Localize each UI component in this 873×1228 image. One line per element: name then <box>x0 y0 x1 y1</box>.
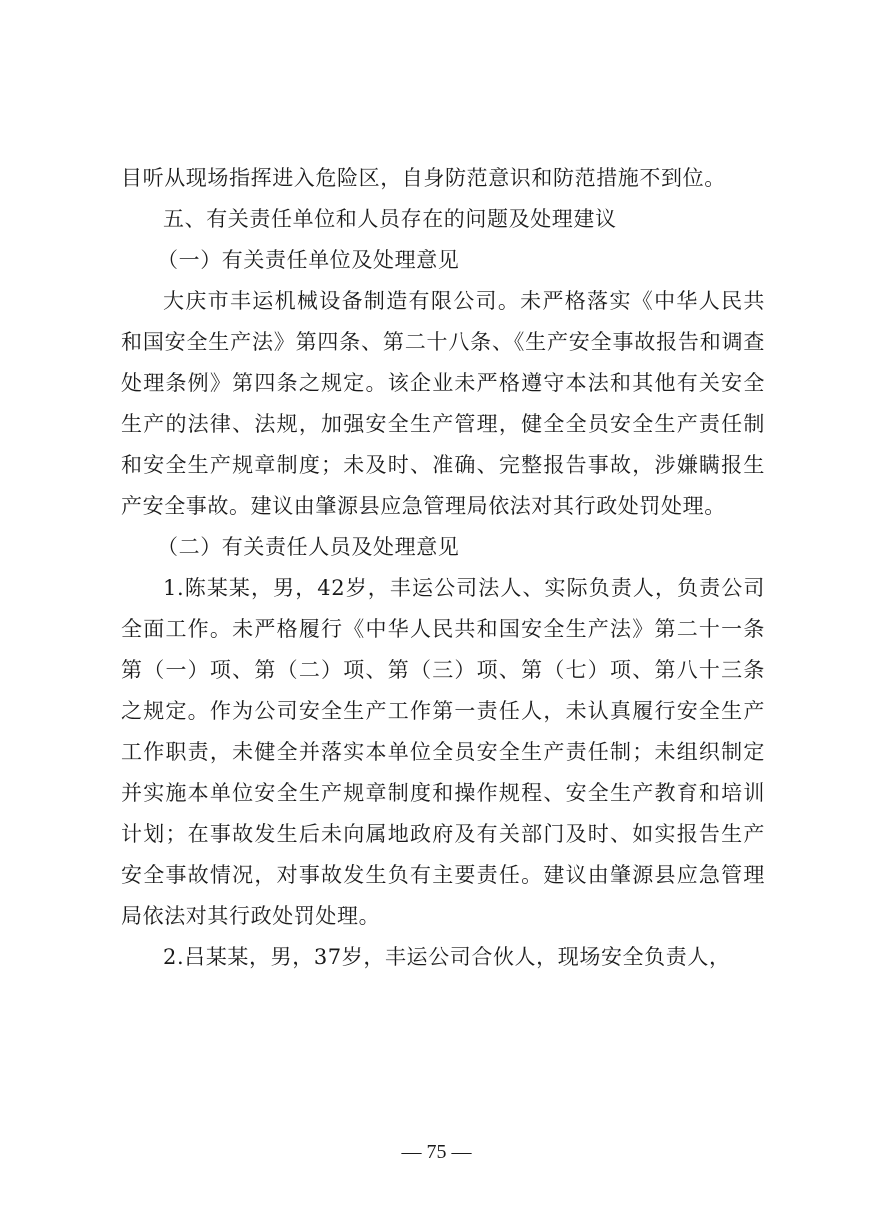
section-heading: 五、有关责任单位和人员存在的问题及处理建议 <box>163 207 617 231</box>
continued-paragraph: 目听从现场指挥进入危险区，自身防范意识和防范措施不到位。 <box>121 166 726 190</box>
paragraph-person-1: 1.陈某某，男，42岁，丰运公司法人、实际负责人，负责公司全面工作。未严格履行《中华人民共和国安全生产法》第二十一条第（一）项、第（二）项、第（三）项、第（七）项、第八十三条之规定。作为公司安全生产工作第一责任人，未认真履行安全生产工作职责，未健全并落实本单位全员安全生产责任制；未组织制定并实施本单位安全生产规章制度和操作规程、安全生产教育和培训计划；在事故发生后未向属地政府及有关部门及时、如实报告生产安全事故情况，对事故发生负有主要责任。建议由肇源县应急管理局依法对其行政处罚处理。 <box>121 576 765 928</box>
subsection-heading-units: （一）有关责任单位及处理意见 <box>157 248 460 272</box>
page-number: — 75 — <box>401 1141 472 1163</box>
paragraph-company: 大庆市丰运机械设备制造有限公司。未严格落实《中华人民共和国安全生产法》第四条、第二十八条、《生产安全事故报告和调查处理条例》第四条之规定。该企业未严格遵守本法和其他有关安全生产的法律、法规，加强安全生产管理，健全全员安全生产责任制和安全生产规章制度；未及时、准确、完整报告事故，涉嫌瞒报生产安全事故。建议由肇源县应急管理局依法对其行政处罚处理。 <box>121 289 765 518</box>
subsection-heading-persons: （二）有关责任人员及处理意见 <box>157 535 460 559</box>
document-body <box>121 158 765 978</box>
paragraph-person-2: 2.吕某某，男，37岁，丰运公司合伙人，现场安全负责人， <box>163 945 731 969</box>
